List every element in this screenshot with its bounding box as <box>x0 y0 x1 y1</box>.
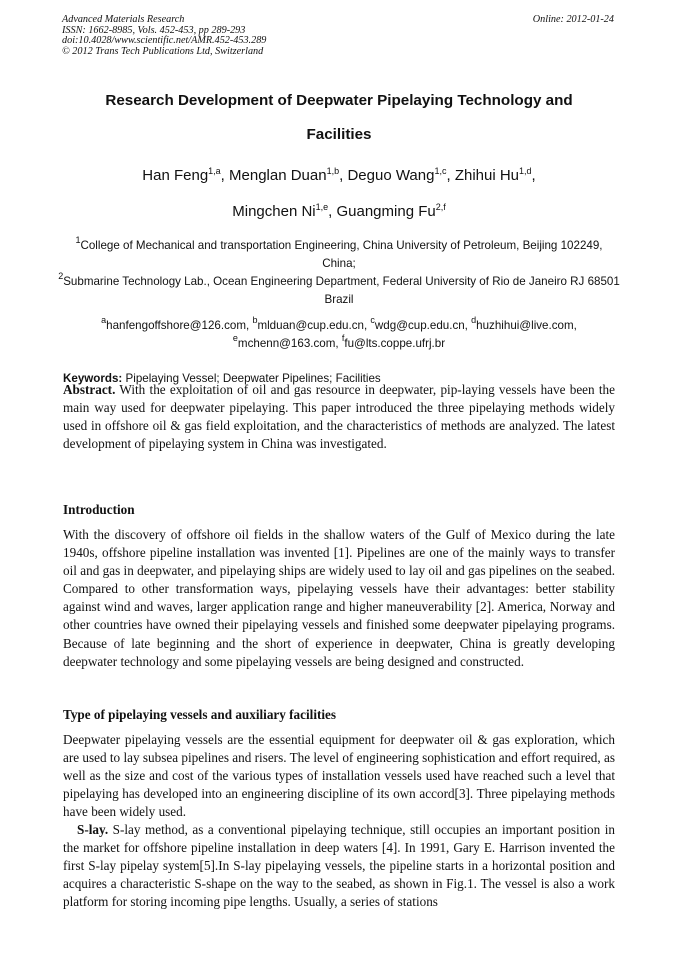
introduction-paragraph: With the discovery of offshore oil fields in the shallow waters of the Gulf of Mexico during the late 1940s, offshore pipeline installation was invented [1]. Pipelines are one of the mainly ways to transfer oil and gas in deepwater, and pipelaying ships are widely used to lay oil and gas pipelines on the seabed. Compared to other transformation ways, pipelaying vessels have their advantages: better stability against wind and waves, larger application range and higher maneuverability [2]. America, Norway and other countries have owned their pipelaying vessels and finished some deepwater pipelaying programs. Because of late beginning and the short of experience in deepwater, China is greatly developing deepwater technology and some pipelaying vessels are being designed and constructed. <box>63 527 615 669</box>
email-address: wdg@cup.edu.cn, <box>374 319 472 332</box>
author-sup: 2,f <box>435 202 446 212</box>
journal-doi: doi:10.4028/www.scientific.net/AMR.452-453.289 <box>62 35 267 47</box>
affiliation-text: Submarine Technology Lab., Ocean Engineering Department, Federal University of Rio de Janeiro RJ 68501 Brazil <box>63 275 620 306</box>
author-name: Zhihui Hu <box>454 167 520 184</box>
abstract-text: With the exploitation of oil and gas resource in deepwater, pip-laying vessels have been the main way used for deepwater pipelaying. This paper introduced the three pipelaying methods widely used in offshore oil & gas field exploitation, and the characteristics of methods are analyzed. The latest development of pipelaying system in China was investigated. <box>63 382 616 452</box>
author-sup: 1,c <box>434 166 447 176</box>
journal-name: Advanced Materials Research <box>62 14 185 25</box>
affiliation-sup: 1 <box>75 235 81 245</box>
journal-header <box>62 15 266 57</box>
affiliation-text: College of Mechanical and transportation Engineering, China University of Petroleum, Beijing 102249, China; <box>80 239 603 270</box>
paper-title-line-1: Research Development of Deepwater Pipelaying Technology and <box>105 92 573 109</box>
author-separator: , <box>328 203 337 220</box>
author-sup: 1,e <box>315 202 329 212</box>
slay-text: S-lay method, as a conventional pipelaying technique, still occupies an important position in the market for offshore pipeline installation in deep waters [4]. In 1991, Gary E. Harrison invented the first S-lay pipelay system[5].In S-lay pipelaying vessels, the pipeline starts in a horizontal position and acquires a characteristic S-shape on the way to the seabed, as shown in Fig.1. The vessel is also a work platform for storing incoming pipe lengths. Usually, a series of stations <box>63 822 616 910</box>
author-name: Han Feng <box>142 167 209 184</box>
author-separator: , <box>531 167 536 184</box>
slay-paragraph <box>63 821 615 911</box>
author-separator: , <box>220 167 230 184</box>
email-address: hanfengoffshore@126.com, <box>106 319 253 332</box>
author-emails <box>58 317 620 353</box>
journal-issn: ISSN: 1662-8985, Vols. 452-453, pp 289-293 <box>62 24 246 36</box>
abstract-paragraph <box>63 381 615 453</box>
email-sup: a <box>101 315 107 325</box>
types-paragraph: Deepwater pipelaying vessels are the essential equipment for deepwater oil & gas exploration, which are used to lay subsea pipelines and risers. The level of engineering sophistication and effort required, as well as the size and cost of the various types of installation vessels used have reached such a level that pipelaying has developed into an engineering discipline of its own accord[3]. Three pipelaying methods have been widely used. <box>63 732 615 820</box>
email-sup: f <box>341 333 345 343</box>
author-name: Deguo Wang <box>347 167 435 184</box>
slay-label: S-lay. <box>77 822 109 837</box>
email-sup: b <box>252 315 258 325</box>
author-list-line-2 <box>62 203 616 220</box>
email-address: mchenn@163.com, <box>237 337 342 350</box>
author-name: Menglan Duan <box>229 167 327 184</box>
types-heading: Type of pipelaying vessels and auxiliary facilities <box>63 707 337 722</box>
email-sup: d <box>471 315 477 325</box>
email-sup: e <box>232 333 238 343</box>
author-sup: 1,a <box>208 166 221 176</box>
email-address: fu@lts.coppe.ufrj.br <box>344 337 446 350</box>
author-sup: 1,d <box>519 166 532 176</box>
author-separator: , <box>446 167 455 184</box>
keywords-label: Keywords: <box>63 372 123 385</box>
author-name: Guangming Fu <box>336 203 436 220</box>
author-sup: 1,b <box>326 166 340 176</box>
author-name: Mingchen Ni <box>232 203 316 220</box>
online-date: Online: 2012-01-24 <box>532 14 614 25</box>
paper-title-line-2: Facilities <box>306 126 372 143</box>
email-address: huzhihui@live.com, <box>476 319 577 332</box>
introduction-heading: Introduction <box>63 502 135 517</box>
affiliation-1 <box>58 237 620 273</box>
email-address: mlduan@cup.edu.cn, <box>257 319 371 332</box>
author-separator: , <box>339 167 348 184</box>
abstract-label: Abstract. <box>63 382 116 397</box>
affiliation-sup: 2 <box>58 271 64 281</box>
keywords-text: Pipelaying Vessel; Deepwater Pipelines; Facilities <box>125 372 381 385</box>
affiliation-2 <box>58 273 620 309</box>
author-list-line-1 <box>62 167 616 184</box>
email-sup: c <box>370 315 375 325</box>
journal-copyright: © 2012 Trans Tech Publications Ltd, Switzerland <box>62 45 264 57</box>
